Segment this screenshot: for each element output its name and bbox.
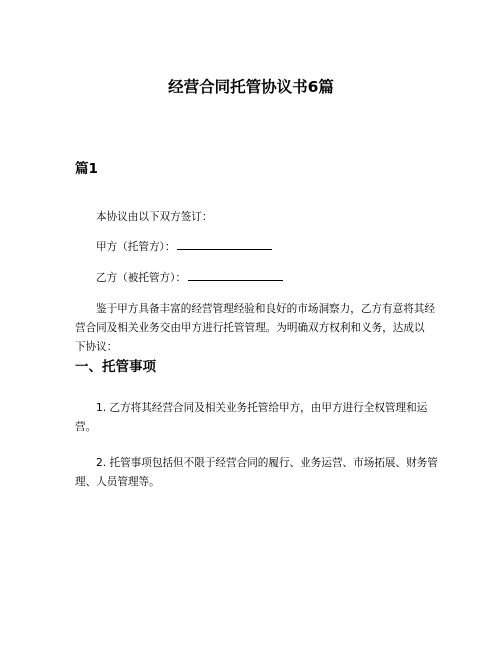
party-b-blank-line — [188, 269, 283, 281]
document-title: 经营合同托管协议书6篇 — [168, 78, 334, 96]
party-a-blank-line — [177, 238, 272, 250]
clause-2-paragraph: 2. 托管事项包括但不限于经营合同的履行、业务运营、市场拓展、财务管理、人员管理等。 — [75, 457, 438, 488]
party-b-label: 乙方（被托管方）： — [96, 272, 187, 284]
party-b-line — [75, 269, 435, 288]
preamble-paragraph: 鉴于甲方具备丰富的经营管理经验和良好的市场洞察力，乙方有意将其经营合同及相关业务交由甲方进行托管管理。为明确双方权利和义务，达成以下协议： — [75, 303, 435, 353]
intro-paragraph: 本协议由以下双方签订： — [96, 211, 213, 223]
section-heading: 篇1 — [75, 161, 98, 177]
party-a-label: 甲方（托管方）： — [96, 241, 176, 253]
party-a-line — [75, 238, 435, 257]
article-heading: 一、托管事项 — [75, 359, 156, 375]
clause-1-paragraph: 1. 乙方将其经营合同及相关业务托管给甲方，由甲方进行全权管理和运营。 — [75, 402, 428, 433]
